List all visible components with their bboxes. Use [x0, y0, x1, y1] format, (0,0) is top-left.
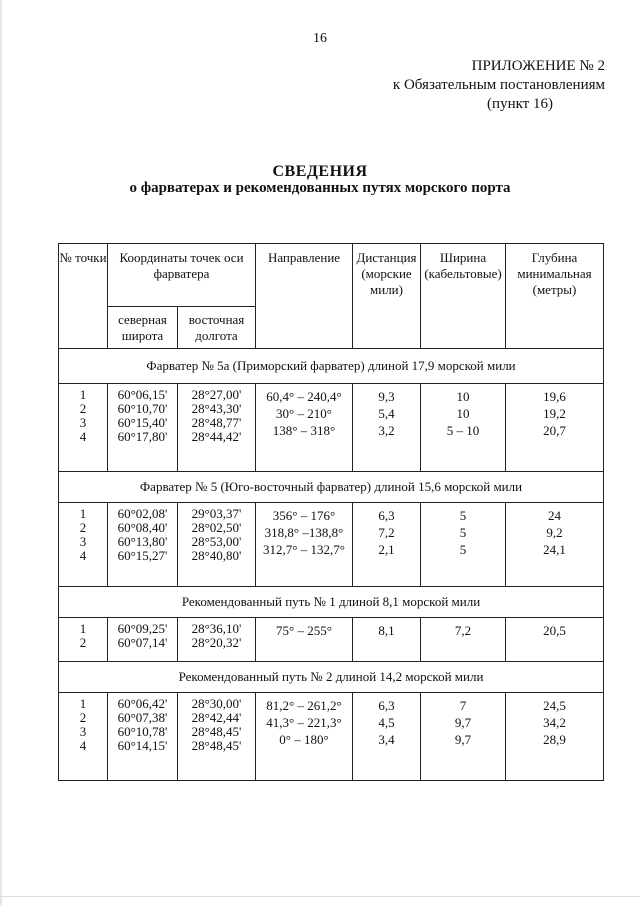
distance: 6,3 [378, 508, 395, 523]
direction-cell [256, 384, 353, 472]
header-east: восточная долгота [178, 307, 256, 349]
header-distance: Дистанция (морские мили) [353, 244, 421, 349]
point-number: 1 [79, 506, 87, 521]
depth: 19,6 [543, 389, 566, 404]
depth: 34,2 [543, 715, 566, 730]
distance: 6,3 [378, 698, 395, 713]
depth: 9,2 [546, 525, 563, 540]
fairways-table-body [59, 349, 604, 781]
east-longitude: 28°27,00' [191, 387, 242, 402]
direction: 0° – 180° [279, 732, 329, 747]
north-latitude: 60°10,78' [117, 724, 168, 739]
east-longitude: 28°20,32' [191, 635, 242, 650]
width-cell [421, 693, 506, 781]
width-cell [421, 618, 506, 662]
appendix-clause: (пункт 16) [487, 96, 553, 112]
depth-cell [506, 384, 604, 472]
north-latitude: 60°14,15' [117, 738, 168, 753]
page-number: 16 [313, 31, 327, 46]
east-longitude: 28°43,30' [191, 401, 242, 416]
scan-edge-mark [0, 0, 2, 905]
distance: 3,2 [378, 423, 395, 438]
distance: 5,4 [378, 406, 395, 421]
point-number: 2 [79, 520, 87, 535]
direction: 312,7° – 132,7° [263, 542, 345, 557]
section-data-row [59, 503, 604, 587]
point-number: 2 [79, 710, 87, 725]
east-longitude-cell [178, 618, 256, 662]
width: 5 – 10 [446, 423, 480, 438]
direction: 75° – 255° [276, 623, 332, 638]
section-title: Фарватер № 5а (Приморский фарватер) длиной 17,9 морской мили [59, 349, 604, 384]
direction-cell [256, 618, 353, 662]
depth-cell [506, 618, 604, 662]
section-data-row [59, 618, 604, 662]
north-latitude-cell [108, 384, 178, 472]
point-number-cell [59, 618, 108, 662]
north-latitude: 60°17,80' [117, 429, 168, 444]
section-header-row [59, 349, 604, 384]
appendix-reference: к Обязательным постановлениям [392, 77, 605, 93]
point-number-cell [59, 384, 108, 472]
section-title: Рекомендованный путь № 1 длиной 8,1 морской мили [59, 587, 604, 618]
depth: 20,7 [543, 423, 566, 438]
north-latitude: 60°15,27' [117, 548, 168, 563]
east-longitude-cell [178, 503, 256, 587]
direction: 30° – 210° [276, 406, 332, 421]
north-latitude-cell [108, 503, 178, 587]
distance: 2,1 [378, 542, 395, 557]
section-header-row [59, 662, 604, 693]
north-latitude: 60°08,40' [117, 520, 168, 535]
north-latitude: 60°06,42' [117, 696, 168, 711]
distance: 4,5 [378, 715, 395, 730]
depth-cell [506, 693, 604, 781]
width-cell [421, 384, 506, 472]
section-title: Рекомендованный путь № 2 длиной 14,2 морской мили [59, 662, 604, 693]
north-latitude: 60°06,15' [117, 387, 168, 402]
east-longitude-cell [178, 693, 256, 781]
direction: 41,3° – 221,3° [266, 715, 342, 730]
east-longitude: 28°48,45' [191, 724, 242, 739]
document-subtitle: о фарватерах и рекомендованных путях морского порта [129, 180, 511, 196]
distance: 7,2 [378, 525, 395, 540]
width: 5 [459, 542, 467, 557]
point-number: 1 [79, 696, 87, 711]
depth: 24,5 [543, 698, 566, 713]
appendix-block [360, 57, 605, 114]
east-longitude-cell [178, 384, 256, 472]
header-direction: Направление [256, 244, 353, 349]
direction: 138° – 318° [272, 423, 336, 438]
north-latitude-cell [108, 618, 178, 662]
width: 7 [459, 698, 467, 713]
header-north: северная широта [108, 307, 178, 349]
width: 10 [456, 406, 470, 421]
north-latitude: 60°15,40' [117, 415, 168, 430]
east-longitude: 28°48,77' [191, 415, 242, 430]
width: 10 [456, 389, 470, 404]
distance: 9,3 [378, 389, 395, 404]
east-longitude: 28°30,00' [191, 696, 242, 711]
point-number: 3 [79, 415, 87, 430]
north-latitude: 60°02,08' [117, 506, 168, 521]
section-data-row [59, 384, 604, 472]
north-latitude: 60°10,70' [117, 401, 168, 416]
north-latitude: 60°09,25' [117, 621, 168, 636]
width: 5 [459, 525, 467, 540]
point-number: 2 [79, 401, 87, 416]
north-latitude: 60°07,38' [117, 710, 168, 725]
direction-cell [256, 503, 353, 587]
point-number: 4 [79, 429, 87, 444]
fairways-table [58, 243, 604, 781]
east-longitude: 28°48,45' [191, 738, 242, 753]
north-latitude-cell [108, 693, 178, 781]
east-longitude: 28°40,80' [191, 548, 242, 563]
depth: 24 [548, 508, 561, 523]
distance: 8,1 [378, 623, 395, 638]
east-longitude: 28°42,44' [191, 710, 242, 725]
north-latitude: 60°13,80' [117, 534, 168, 549]
direction: 60,4° – 240,4° [266, 389, 342, 404]
direction: 81,2° – 261,2° [266, 698, 342, 713]
appendix-title: ПРИЛОЖЕНИЕ № 2 [471, 58, 605, 74]
distance-cell [353, 618, 421, 662]
depth: 19,2 [543, 406, 566, 421]
east-longitude: 28°44,42' [191, 429, 242, 444]
scan-bottom-mark [0, 896, 640, 897]
distance-cell [353, 503, 421, 587]
depth: 24,1 [543, 542, 566, 557]
header-point: № точки [59, 244, 108, 349]
point-number-cell [59, 693, 108, 781]
north-latitude: 60°07,14' [117, 635, 168, 650]
width: 7,2 [454, 623, 472, 638]
point-number: 4 [79, 738, 87, 753]
width: 9,7 [454, 715, 472, 730]
section-header-row [59, 472, 604, 503]
point-number: 3 [79, 534, 87, 549]
section-header-row [59, 587, 604, 618]
distance-cell [353, 384, 421, 472]
point-number: 2 [79, 635, 87, 650]
point-number-cell [59, 503, 108, 587]
depth: 28,9 [543, 732, 566, 747]
section-title: Фарватер № 5 (Юго-восточный фарватер) длиной 15,6 морской мили [59, 472, 604, 503]
width-cell [421, 503, 506, 587]
distance: 3,4 [378, 732, 395, 747]
east-longitude: 28°02,50' [191, 520, 242, 535]
east-longitude: 29°03,37' [191, 506, 242, 521]
depth-cell [506, 503, 604, 587]
header-depth: Глубина минимальная (метры) [506, 244, 604, 349]
header-coords: Координаты точек оси фарватера [108, 244, 256, 307]
distance-cell [353, 693, 421, 781]
direction: 356° – 176° [272, 508, 336, 523]
direction: 318,8° –138,8° [264, 525, 344, 540]
width: 5 [459, 508, 467, 523]
point-number: 1 [79, 621, 87, 636]
east-longitude: 28°53,00' [191, 534, 242, 549]
section-data-row [59, 693, 604, 781]
document-title: СВЕДЕНИЯ [272, 163, 368, 180]
header-width: Ширина (кабельтовые) [421, 244, 506, 349]
point-number: 4 [79, 548, 87, 563]
width: 9,7 [454, 732, 472, 747]
direction-cell [256, 693, 353, 781]
point-number: 3 [79, 724, 87, 739]
point-number: 1 [79, 387, 87, 402]
depth: 20,5 [543, 623, 566, 638]
east-longitude: 28°36,10' [191, 621, 242, 636]
